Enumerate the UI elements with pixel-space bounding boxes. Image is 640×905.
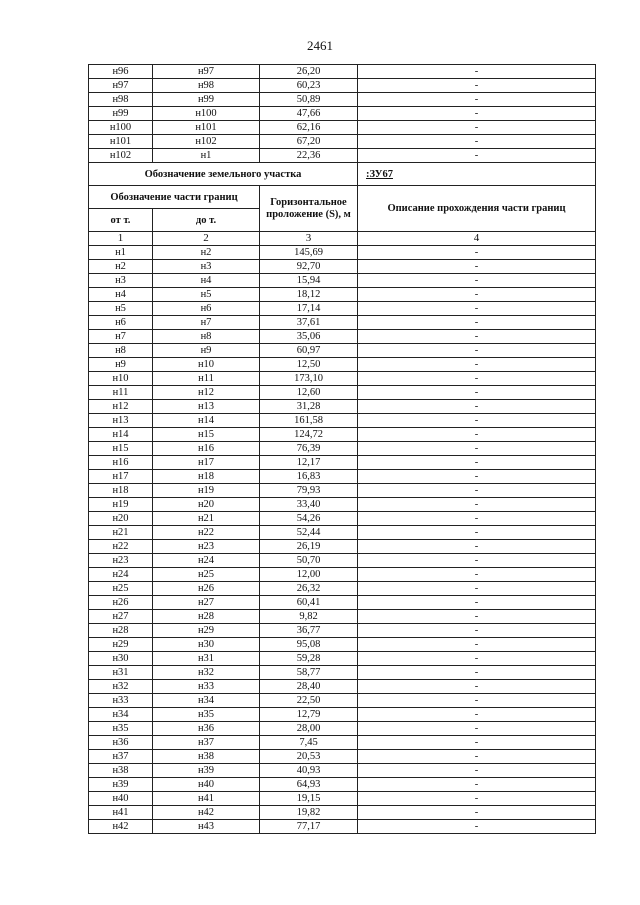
from-point-cell: н16 bbox=[89, 456, 153, 470]
from-point-cell: н3 bbox=[89, 274, 153, 288]
to-point-cell: н17 bbox=[153, 456, 260, 470]
distance-cell: 19,82 bbox=[260, 806, 358, 820]
from-point-cell: н102 bbox=[89, 149, 153, 163]
boundary-table bbox=[88, 64, 596, 834]
from-point-cell: н41 bbox=[89, 806, 153, 820]
distance-cell: 54,26 bbox=[260, 512, 358, 526]
to-point-cell: н101 bbox=[153, 121, 260, 135]
to-point-cell: н25 bbox=[153, 568, 260, 582]
to-point-cell: н28 bbox=[153, 610, 260, 624]
description-cell: - bbox=[358, 372, 596, 386]
to-point-cell: н13 bbox=[153, 400, 260, 414]
to-point-cell: н4 bbox=[153, 274, 260, 288]
table-row bbox=[89, 820, 596, 834]
from-point-cell: н4 bbox=[89, 288, 153, 302]
to-point-cell: н10 bbox=[153, 358, 260, 372]
distance-cell: 9,82 bbox=[260, 610, 358, 624]
description-cell: - bbox=[358, 568, 596, 582]
parcel-title-row bbox=[89, 163, 596, 186]
horizontal-header: Горизонтальное проложение (S), м bbox=[260, 186, 358, 232]
to-point-cell: н22 bbox=[153, 526, 260, 540]
from-point-cell: н5 bbox=[89, 302, 153, 316]
from-point-cell: н8 bbox=[89, 344, 153, 358]
table-row bbox=[89, 121, 596, 135]
description-cell: - bbox=[358, 274, 596, 288]
table-row bbox=[89, 694, 596, 708]
description-cell: - bbox=[358, 358, 596, 372]
to-point-cell: н30 bbox=[153, 638, 260, 652]
from-point-cell: н27 bbox=[89, 610, 153, 624]
description-cell: - bbox=[358, 722, 596, 736]
description-cell: - bbox=[358, 610, 596, 624]
description-cell: - bbox=[358, 79, 596, 93]
distance-cell: 33,40 bbox=[260, 498, 358, 512]
description-cell: - bbox=[358, 135, 596, 149]
from-point-cell: н24 bbox=[89, 568, 153, 582]
to-point-cell: н38 bbox=[153, 750, 260, 764]
col-number-2: 2 bbox=[153, 232, 260, 246]
from-point-cell: н33 bbox=[89, 694, 153, 708]
from-point-cell: н30 bbox=[89, 652, 153, 666]
description-cell: - bbox=[358, 414, 596, 428]
from-point-cell: н6 bbox=[89, 316, 153, 330]
distance-cell: 60,41 bbox=[260, 596, 358, 610]
to-point-cell: н18 bbox=[153, 470, 260, 484]
distance-cell: 36,77 bbox=[260, 624, 358, 638]
col-number-3: 3 bbox=[260, 232, 358, 246]
description-cell: - bbox=[358, 750, 596, 764]
distance-cell: 52,44 bbox=[260, 526, 358, 540]
description-cell: - bbox=[358, 652, 596, 666]
distance-cell: 17,14 bbox=[260, 302, 358, 316]
to-point-cell: н15 bbox=[153, 428, 260, 442]
from-point-cell: н98 bbox=[89, 93, 153, 107]
to-point-cell: н7 bbox=[153, 316, 260, 330]
table-row bbox=[89, 526, 596, 540]
description-cell: - bbox=[358, 65, 596, 79]
description-cell: - bbox=[358, 107, 596, 121]
to-point-cell: н12 bbox=[153, 386, 260, 400]
from-point-cell: н42 bbox=[89, 820, 153, 834]
table-row bbox=[89, 624, 596, 638]
distance-cell: 22,50 bbox=[260, 694, 358, 708]
table-row bbox=[89, 288, 596, 302]
distance-cell: 173,10 bbox=[260, 372, 358, 386]
parcel-label: Обозначение земельного участка bbox=[89, 163, 358, 186]
table-row bbox=[89, 596, 596, 610]
distance-cell: 12,50 bbox=[260, 358, 358, 372]
table-row bbox=[89, 792, 596, 806]
description-cell: - bbox=[358, 428, 596, 442]
from-point-cell: н26 bbox=[89, 596, 153, 610]
distance-cell: 67,20 bbox=[260, 135, 358, 149]
description-header: Описание прохождения части границ bbox=[358, 186, 596, 232]
table-row bbox=[89, 107, 596, 121]
to-point-cell: н42 bbox=[153, 806, 260, 820]
table-row bbox=[89, 610, 596, 624]
from-point-cell: н99 bbox=[89, 107, 153, 121]
to-point-cell: н43 bbox=[153, 820, 260, 834]
distance-cell: 37,61 bbox=[260, 316, 358, 330]
header-body bbox=[89, 163, 596, 246]
description-cell: - bbox=[358, 484, 596, 498]
to-point-cell: н11 bbox=[153, 372, 260, 386]
description-cell: - bbox=[358, 764, 596, 778]
to-point-cell: н26 bbox=[153, 582, 260, 596]
distance-cell: 12,00 bbox=[260, 568, 358, 582]
from-point-cell: н100 bbox=[89, 121, 153, 135]
to-point-cell: н2 bbox=[153, 246, 260, 260]
to-point-cell: н21 bbox=[153, 512, 260, 526]
description-cell: - bbox=[358, 302, 596, 316]
to-point-cell: н102 bbox=[153, 135, 260, 149]
from-point-cell: н101 bbox=[89, 135, 153, 149]
from-point-cell: н40 bbox=[89, 792, 153, 806]
to-point-cell: н98 bbox=[153, 79, 260, 93]
distance-cell: 40,93 bbox=[260, 764, 358, 778]
distance-cell: 28,40 bbox=[260, 680, 358, 694]
table-row bbox=[89, 246, 596, 260]
to-point-cell: н3 bbox=[153, 260, 260, 274]
distance-cell: 124,72 bbox=[260, 428, 358, 442]
to-point-cell: н14 bbox=[153, 414, 260, 428]
from-point-cell: н15 bbox=[89, 442, 153, 456]
distance-cell: 161,58 bbox=[260, 414, 358, 428]
description-cell: - bbox=[358, 526, 596, 540]
description-cell: - bbox=[358, 246, 596, 260]
from-point-cell: н13 bbox=[89, 414, 153, 428]
to-point-cell: н35 bbox=[153, 708, 260, 722]
distance-cell: 26,20 bbox=[260, 65, 358, 79]
table-row bbox=[89, 764, 596, 778]
page-number: 2461 bbox=[307, 38, 333, 53]
table-row bbox=[89, 512, 596, 526]
to-point-cell: н27 bbox=[153, 596, 260, 610]
from-point-cell: н96 bbox=[89, 65, 153, 79]
from-point-cell: н28 bbox=[89, 624, 153, 638]
table-row bbox=[89, 79, 596, 93]
distance-cell: 76,39 bbox=[260, 442, 358, 456]
description-cell: - bbox=[358, 93, 596, 107]
distance-cell: 60,23 bbox=[260, 79, 358, 93]
to-point-cell: н8 bbox=[153, 330, 260, 344]
description-cell: - bbox=[358, 596, 596, 610]
table-row bbox=[89, 638, 596, 652]
description-cell: - bbox=[358, 666, 596, 680]
from-point-cell: н2 bbox=[89, 260, 153, 274]
from-point-cell: н36 bbox=[89, 736, 153, 750]
table-row bbox=[89, 65, 596, 79]
table-row bbox=[89, 722, 596, 736]
from-point-cell: н97 bbox=[89, 79, 153, 93]
distance-cell: 18,12 bbox=[260, 288, 358, 302]
distance-cell: 59,28 bbox=[260, 652, 358, 666]
table-row bbox=[89, 400, 596, 414]
from-point-cell: н19 bbox=[89, 498, 153, 512]
description-cell: - bbox=[358, 121, 596, 135]
distance-cell: 50,70 bbox=[260, 554, 358, 568]
distance-cell: 7,45 bbox=[260, 736, 358, 750]
description-cell: - bbox=[358, 792, 596, 806]
description-cell: - bbox=[358, 442, 596, 456]
distance-cell: 26,32 bbox=[260, 582, 358, 596]
table-row bbox=[89, 540, 596, 554]
from-point-cell: н17 bbox=[89, 470, 153, 484]
to-point-cell: н41 bbox=[153, 792, 260, 806]
table-row bbox=[89, 358, 596, 372]
table-row bbox=[89, 666, 596, 680]
description-cell: - bbox=[358, 149, 596, 163]
distance-cell: 60,97 bbox=[260, 344, 358, 358]
from-point-cell: н38 bbox=[89, 764, 153, 778]
to-point-cell: н9 bbox=[153, 344, 260, 358]
table-row bbox=[89, 386, 596, 400]
to-point-cell: н37 bbox=[153, 736, 260, 750]
from-point-cell: н23 bbox=[89, 554, 153, 568]
to-header: до т. bbox=[153, 209, 260, 232]
table-row bbox=[89, 93, 596, 107]
description-cell: - bbox=[358, 344, 596, 358]
distance-cell: 31,28 bbox=[260, 400, 358, 414]
from-point-cell: н31 bbox=[89, 666, 153, 680]
distance-cell: 26,19 bbox=[260, 540, 358, 554]
to-point-cell: н6 bbox=[153, 302, 260, 316]
description-cell: - bbox=[358, 820, 596, 834]
table-row bbox=[89, 316, 596, 330]
table-row bbox=[89, 135, 596, 149]
from-point-cell: н11 bbox=[89, 386, 153, 400]
table-row bbox=[89, 442, 596, 456]
from-point-cell: н32 bbox=[89, 680, 153, 694]
description-cell: - bbox=[358, 456, 596, 470]
from-point-cell: н35 bbox=[89, 722, 153, 736]
distance-cell: 79,93 bbox=[260, 484, 358, 498]
table-row bbox=[89, 554, 596, 568]
from-point-cell: н1 bbox=[89, 246, 153, 260]
description-cell: - bbox=[358, 386, 596, 400]
from-point-cell: н12 bbox=[89, 400, 153, 414]
from-point-cell: н39 bbox=[89, 778, 153, 792]
from-point-cell: н25 bbox=[89, 582, 153, 596]
distance-cell: 58,77 bbox=[260, 666, 358, 680]
distance-cell: 15,94 bbox=[260, 274, 358, 288]
distance-cell: 16,83 bbox=[260, 470, 358, 484]
description-cell: - bbox=[358, 680, 596, 694]
description-cell: - bbox=[358, 540, 596, 554]
from-point-cell: н9 bbox=[89, 358, 153, 372]
description-cell: - bbox=[358, 624, 596, 638]
to-point-cell: н5 bbox=[153, 288, 260, 302]
from-point-cell: н10 bbox=[89, 372, 153, 386]
distance-cell: 95,08 bbox=[260, 638, 358, 652]
to-point-cell: н23 bbox=[153, 540, 260, 554]
description-cell: - bbox=[358, 582, 596, 596]
distance-cell: 12,17 bbox=[260, 456, 358, 470]
description-cell: - bbox=[358, 498, 596, 512]
from-point-cell: н37 bbox=[89, 750, 153, 764]
table-row bbox=[89, 806, 596, 820]
from-point-cell: н20 bbox=[89, 512, 153, 526]
table-row bbox=[89, 470, 596, 484]
to-point-cell: н34 bbox=[153, 694, 260, 708]
distance-cell: 28,00 bbox=[260, 722, 358, 736]
description-cell: - bbox=[358, 260, 596, 274]
distance-cell: 12,79 bbox=[260, 708, 358, 722]
table-row bbox=[89, 736, 596, 750]
description-cell: - bbox=[358, 288, 596, 302]
to-point-cell: н32 bbox=[153, 666, 260, 680]
to-point-cell: н1 bbox=[153, 149, 260, 163]
description-cell: - bbox=[358, 316, 596, 330]
table-row bbox=[89, 652, 596, 666]
description-cell: - bbox=[358, 778, 596, 792]
distance-cell: 50,89 bbox=[260, 93, 358, 107]
top-rows-body bbox=[89, 65, 596, 163]
description-cell: - bbox=[358, 708, 596, 722]
table-row bbox=[89, 750, 596, 764]
to-point-cell: н20 bbox=[153, 498, 260, 512]
description-cell: - bbox=[358, 806, 596, 820]
table-row bbox=[89, 484, 596, 498]
table-row bbox=[89, 456, 596, 470]
table-row bbox=[89, 330, 596, 344]
to-point-cell: н99 bbox=[153, 93, 260, 107]
description-cell: - bbox=[358, 554, 596, 568]
from-point-cell: н18 bbox=[89, 484, 153, 498]
col-number-1: 1 bbox=[89, 232, 153, 246]
description-cell: - bbox=[358, 638, 596, 652]
to-point-cell: н33 bbox=[153, 680, 260, 694]
table-row bbox=[89, 498, 596, 512]
description-cell: - bbox=[358, 330, 596, 344]
from-point-cell: н21 bbox=[89, 526, 153, 540]
table-row bbox=[89, 302, 596, 316]
description-cell: - bbox=[358, 512, 596, 526]
table-row bbox=[89, 149, 596, 163]
to-point-cell: н24 bbox=[153, 554, 260, 568]
from-point-cell: н14 bbox=[89, 428, 153, 442]
table-row bbox=[89, 568, 596, 582]
table-row bbox=[89, 428, 596, 442]
table-row bbox=[89, 260, 596, 274]
distance-cell: 62,16 bbox=[260, 121, 358, 135]
table-row bbox=[89, 680, 596, 694]
distance-cell: 12,60 bbox=[260, 386, 358, 400]
from-header: от т. bbox=[89, 209, 153, 232]
table-row bbox=[89, 344, 596, 358]
description-cell: - bbox=[358, 694, 596, 708]
to-point-cell: н29 bbox=[153, 624, 260, 638]
col-number-4: 4 bbox=[358, 232, 596, 246]
parcel-value: :ЗУ67 bbox=[358, 163, 596, 186]
main-rows-body bbox=[89, 246, 596, 834]
boundary-part-header: Обозначение части границ bbox=[89, 186, 260, 209]
from-point-cell: н7 bbox=[89, 330, 153, 344]
table-row bbox=[89, 274, 596, 288]
distance-cell: 64,93 bbox=[260, 778, 358, 792]
distance-cell: 47,66 bbox=[260, 107, 358, 121]
distance-cell: 35,06 bbox=[260, 330, 358, 344]
distance-cell: 22,36 bbox=[260, 149, 358, 163]
table-row bbox=[89, 708, 596, 722]
to-point-cell: н39 bbox=[153, 764, 260, 778]
to-point-cell: н97 bbox=[153, 65, 260, 79]
to-point-cell: н100 bbox=[153, 107, 260, 121]
column-number-row bbox=[89, 232, 596, 246]
from-point-cell: н34 bbox=[89, 708, 153, 722]
table-row bbox=[89, 414, 596, 428]
from-point-cell: н29 bbox=[89, 638, 153, 652]
to-point-cell: н40 bbox=[153, 778, 260, 792]
table-row bbox=[89, 582, 596, 596]
description-cell: - bbox=[358, 736, 596, 750]
distance-cell: 77,17 bbox=[260, 820, 358, 834]
to-point-cell: н19 bbox=[153, 484, 260, 498]
to-point-cell: н16 bbox=[153, 442, 260, 456]
from-point-cell: н22 bbox=[89, 540, 153, 554]
distance-cell: 92,70 bbox=[260, 260, 358, 274]
distance-cell: 19,15 bbox=[260, 792, 358, 806]
distance-cell: 20,53 bbox=[260, 750, 358, 764]
table-row bbox=[89, 372, 596, 386]
description-cell: - bbox=[358, 470, 596, 484]
description-cell: - bbox=[358, 400, 596, 414]
to-point-cell: н31 bbox=[153, 652, 260, 666]
distance-cell: 145,69 bbox=[260, 246, 358, 260]
table-row bbox=[89, 778, 596, 792]
header-row-1 bbox=[89, 186, 596, 209]
to-point-cell: н36 bbox=[153, 722, 260, 736]
